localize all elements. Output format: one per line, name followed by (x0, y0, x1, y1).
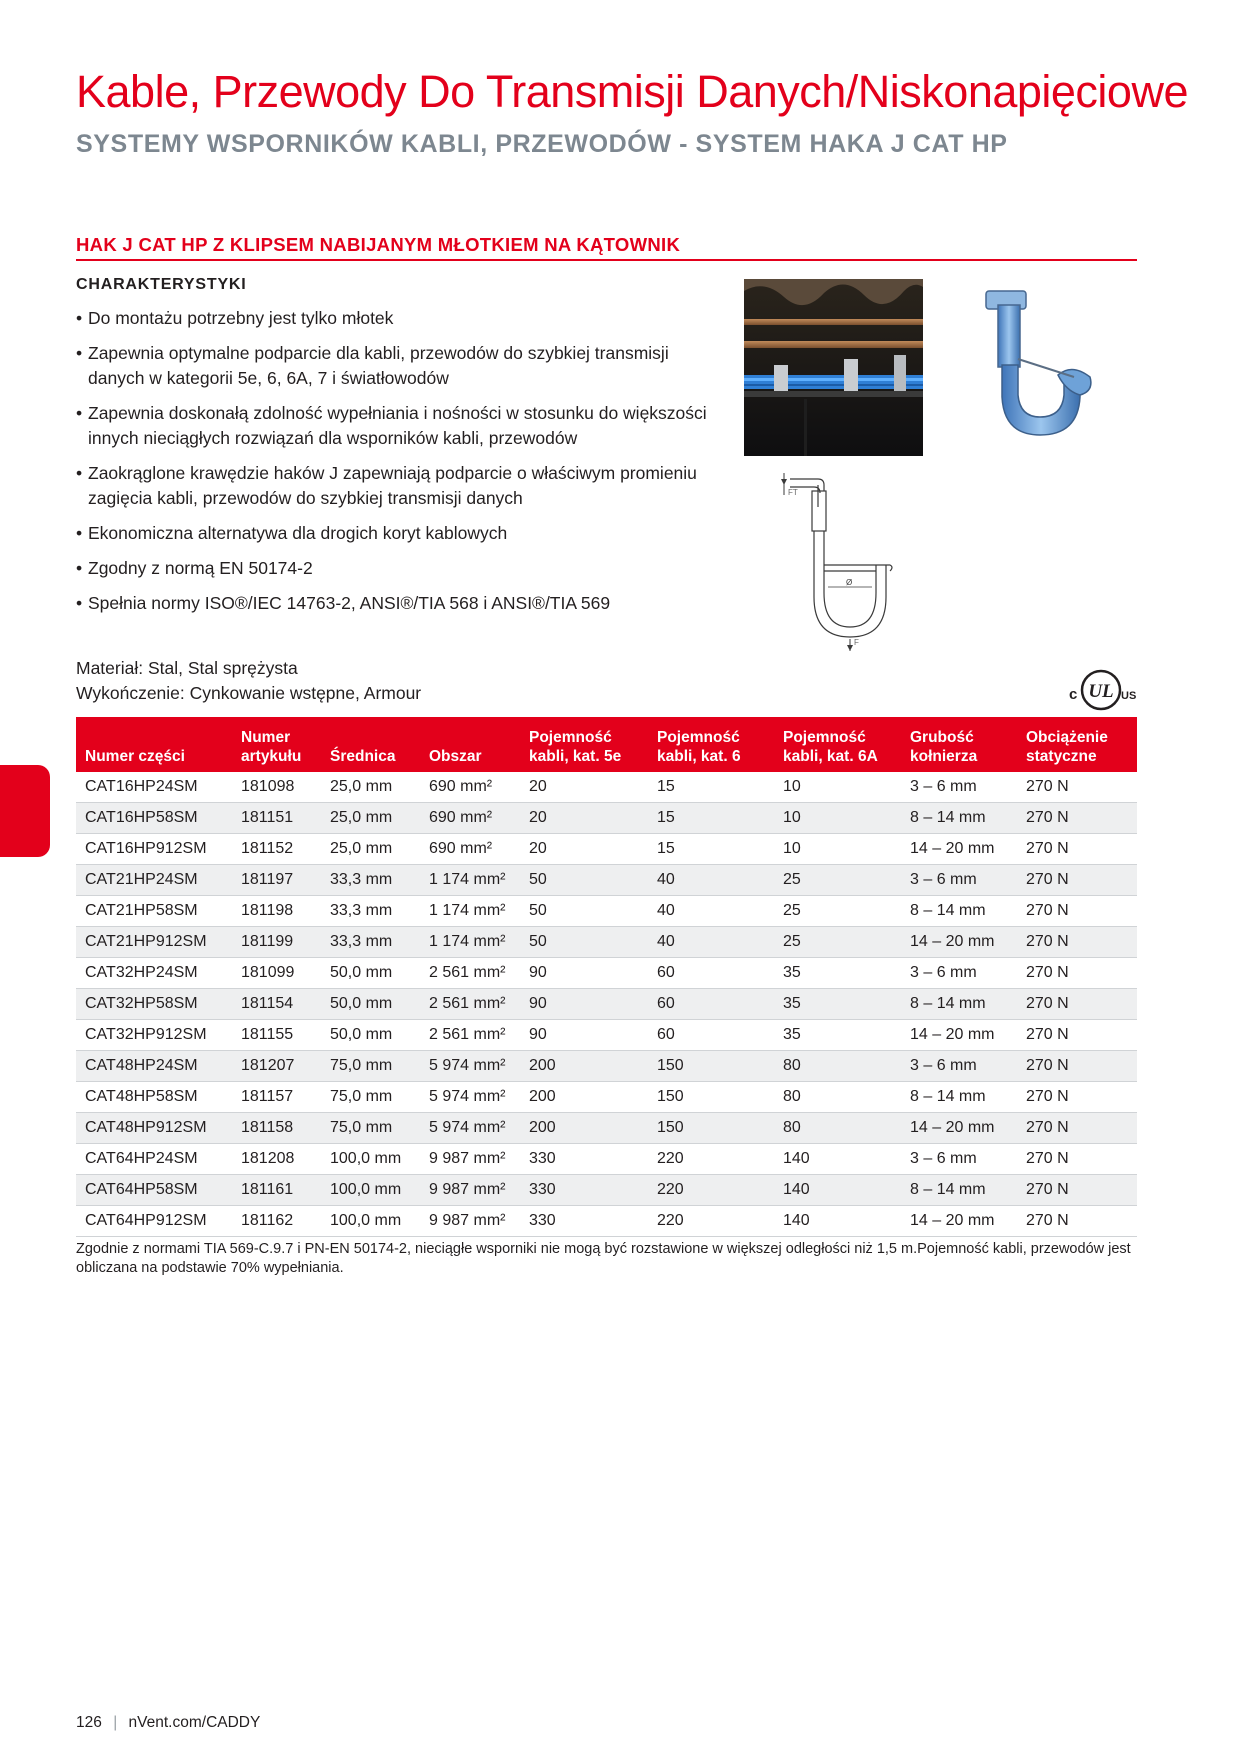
table-cell: 100,0 mm (321, 1206, 420, 1237)
table-cell: CAT64HP912SM (76, 1206, 232, 1237)
table-cell: 200 (520, 1051, 648, 1082)
technical-drawing (758, 467, 908, 652)
table-cell: 270 N (1017, 1020, 1137, 1051)
table-cell: CAT64HP24SM (76, 1144, 232, 1175)
table-cell: 90 (520, 958, 648, 989)
table-cell: 25,0 mm (321, 834, 420, 865)
table-cell: 150 (648, 1051, 774, 1082)
table-row (76, 989, 1137, 1020)
table-cell: 90 (520, 989, 648, 1020)
column-header-line: Pojemność (783, 729, 866, 746)
table-cell: 60 (648, 989, 774, 1020)
table-cell: CAT48HP24SM (76, 1051, 232, 1082)
table-cell: 150 (648, 1082, 774, 1113)
table-cell: 690 mm² (420, 803, 520, 834)
table-cell: 270 N (1017, 1206, 1137, 1237)
column-header (520, 717, 648, 772)
column-header-line: Grubość (910, 729, 974, 746)
table-cell: 20 (520, 834, 648, 865)
table-cell: 50 (520, 896, 648, 927)
table-row (76, 772, 1137, 803)
table-cell: 80 (774, 1082, 901, 1113)
table-cell: 5 974 mm² (420, 1082, 520, 1113)
table-cell: 270 N (1017, 1082, 1137, 1113)
table-cell: 181208 (232, 1144, 321, 1175)
table-cell: 75,0 mm (321, 1113, 420, 1144)
table-cell: 150 (648, 1113, 774, 1144)
cert-right-text: US (1121, 690, 1137, 702)
footer-separator: | (113, 1714, 118, 1731)
table-cell: 270 N (1017, 803, 1137, 834)
table-row (76, 865, 1137, 896)
table-cell: 15 (648, 834, 774, 865)
table-cell: 200 (520, 1082, 648, 1113)
table-cell: 15 (648, 772, 774, 803)
table-cell: 35 (774, 958, 901, 989)
table-cell: 181155 (232, 1020, 321, 1051)
table-cell: 80 (774, 1051, 901, 1082)
page-footer (76, 1714, 260, 1732)
column-header (420, 717, 520, 772)
table-row (76, 834, 1137, 865)
section-divider (76, 259, 1137, 261)
material-info (76, 656, 421, 706)
table-cell: 25 (774, 927, 901, 958)
table-cell: 9 987 mm² (420, 1206, 520, 1237)
table-cell: 220 (648, 1175, 774, 1206)
table-cell: CAT21HP912SM (76, 927, 232, 958)
table-row (76, 1082, 1137, 1113)
footnote: Zgodnie z normami TIA 569-C.9.7 i PN-EN 50174-2, nieciągłe wsporniki nie mogą być rozstawione w większej odległości niż 1,5 m.Pojemność kabli, przewodów jest obliczana na podstawie 70% wypełniania. (76, 1241, 1131, 1276)
drawing-label-ft: FT (788, 488, 798, 497)
feature-item: • Zgodny z normą EN 50174-2 (76, 556, 726, 581)
table-cell: 2 561 mm² (420, 989, 520, 1020)
column-header (232, 717, 321, 772)
column-header-line: kabli, kat. 6A (783, 748, 878, 765)
table-cell: 330 (520, 1175, 648, 1206)
table-cell: 40 (648, 896, 774, 927)
cert-mark-text: UL (1088, 681, 1114, 702)
table-cell: 1 174 mm² (420, 927, 520, 958)
table-row (76, 1051, 1137, 1082)
table-cell: 5 974 mm² (420, 1051, 520, 1082)
cert-left-text: c (1069, 686, 1078, 703)
table-cell: 60 (648, 1020, 774, 1051)
table-cell: 75,0 mm (321, 1082, 420, 1113)
table-cell: 5 974 mm² (420, 1113, 520, 1144)
table-cell: 9 987 mm² (420, 1144, 520, 1175)
table-cell: 181152 (232, 834, 321, 865)
table-cell: 140 (774, 1144, 901, 1175)
column-header-line: statyczne (1026, 748, 1097, 765)
column-header (76, 717, 232, 772)
table-cell: CAT64HP58SM (76, 1175, 232, 1206)
page-subtitle: SYSTEMY WSPORNIKÓW KABLI, PRZEWODÓW - SYSTEM HAKA J CAT HP (76, 130, 1008, 158)
table-cell: 14 – 20 mm (901, 834, 1017, 865)
table-cell: 181098 (232, 772, 321, 803)
table-cell: 3 – 6 mm (901, 772, 1017, 803)
table-cell: CAT32HP24SM (76, 958, 232, 989)
table-cell: 140 (774, 1206, 901, 1237)
table-cell: 181161 (232, 1175, 321, 1206)
table-row (76, 927, 1137, 958)
table-cell: 140 (774, 1175, 901, 1206)
page-title: Kable, Przewody Do Transmisji Danych/Niskonapięciowe (76, 66, 1188, 117)
column-header-line: Pojemność (529, 729, 612, 746)
table-cell: 690 mm² (420, 834, 520, 865)
features-heading: CHARAKTERYSTYKI (76, 276, 247, 293)
table-cell: 270 N (1017, 1175, 1137, 1206)
table-cell: 80 (774, 1113, 901, 1144)
table-cell: 270 N (1017, 896, 1137, 927)
table-cell: 270 N (1017, 1144, 1137, 1175)
table-cell: 270 N (1017, 927, 1137, 958)
table-cell: 270 N (1017, 834, 1137, 865)
table-cell: 50,0 mm (321, 1020, 420, 1051)
table-cell: 40 (648, 927, 774, 958)
column-header (1017, 717, 1137, 772)
table-cell: CAT48HP58SM (76, 1082, 232, 1113)
table-cell: 270 N (1017, 1051, 1137, 1082)
table-cell: 3 – 6 mm (901, 865, 1017, 896)
table-cell: CAT48HP912SM (76, 1113, 232, 1144)
table-cell: 25,0 mm (321, 772, 420, 803)
drawing-label-f: F (854, 638, 859, 647)
table-cell: CAT21HP58SM (76, 896, 232, 927)
table-cell: 181099 (232, 958, 321, 989)
table-cell: CAT32HP912SM (76, 1020, 232, 1051)
page-number: 126 (76, 1714, 102, 1731)
table-cell: 270 N (1017, 958, 1137, 989)
table-cell: 100,0 mm (321, 1144, 420, 1175)
table-cell: 50,0 mm (321, 989, 420, 1020)
table-cell: 50 (520, 865, 648, 896)
table-cell: 181151 (232, 803, 321, 834)
table-cell: 50 (520, 927, 648, 958)
table-cell: 200 (520, 1113, 648, 1144)
table-cell: 8 – 14 mm (901, 1082, 1017, 1113)
table-cell: 3 – 6 mm (901, 1144, 1017, 1175)
side-tab-marker (0, 765, 50, 857)
table-cell: 14 – 20 mm (901, 927, 1017, 958)
table-cell: 690 mm² (420, 772, 520, 803)
ul-certification-icon (1063, 668, 1139, 712)
product-image (968, 287, 1098, 442)
installation-photo (744, 279, 923, 456)
table-cell: 25,0 mm (321, 803, 420, 834)
table-row (76, 896, 1137, 927)
table-cell: 270 N (1017, 772, 1137, 803)
table-cell: 20 (520, 772, 648, 803)
table-cell: 35 (774, 1020, 901, 1051)
table-cell: 100,0 mm (321, 1175, 420, 1206)
column-header (321, 717, 420, 772)
table-cell: 181154 (232, 989, 321, 1020)
table-cell: 1 174 mm² (420, 865, 520, 896)
table-cell: 33,3 mm (321, 865, 420, 896)
table-cell: 75,0 mm (321, 1051, 420, 1082)
table-cell: 181157 (232, 1082, 321, 1113)
table-cell: 330 (520, 1206, 648, 1237)
feature-item: • Ekonomiczna alternatywa dla drogich koryt kablowych (76, 521, 726, 546)
table-body (76, 772, 1137, 1237)
table-row (76, 958, 1137, 989)
table-cell: 8 – 14 mm (901, 896, 1017, 927)
table-cell: 330 (520, 1144, 648, 1175)
table-row (76, 1206, 1137, 1237)
feature-item: • Zapewnia doskonałą zdolność wypełniania i nośności w stosunku do większości innych nieciągłych rozwiązań dla wsporników kabli, przewodów (76, 401, 726, 451)
table-cell: 181162 (232, 1206, 321, 1237)
table-cell: CAT32HP58SM (76, 989, 232, 1020)
column-header-line: Numer (241, 729, 291, 746)
table-cell: 1 174 mm² (420, 896, 520, 927)
table-cell: 20 (520, 803, 648, 834)
table-cell: 270 N (1017, 1113, 1137, 1144)
table-cell: 14 – 20 mm (901, 1113, 1017, 1144)
table-cell: 15 (648, 803, 774, 834)
table-row (76, 1113, 1137, 1144)
column-header-line: kołnierza (910, 748, 978, 765)
column-header-line: Numer części (85, 748, 185, 765)
table-cell: 10 (774, 834, 901, 865)
table-cell: 8 – 14 mm (901, 989, 1017, 1020)
table-cell: 60 (648, 958, 774, 989)
table-row (76, 1020, 1137, 1051)
table-cell: 35 (774, 989, 901, 1020)
drawing-label-diameter: Ø (846, 578, 853, 587)
spec-table (76, 717, 1137, 1237)
table-cell: 181199 (232, 927, 321, 958)
column-header-line: Obciążenie (1026, 729, 1108, 746)
column-header (901, 717, 1017, 772)
table-cell: 181207 (232, 1051, 321, 1082)
column-header-line: artykułu (241, 748, 302, 765)
table-header-row (76, 717, 1137, 772)
table-cell: 90 (520, 1020, 648, 1051)
table-cell: 270 N (1017, 989, 1137, 1020)
table-cell: 220 (648, 1206, 774, 1237)
table-cell: 181198 (232, 896, 321, 927)
table-cell: 25 (774, 896, 901, 927)
table-cell: 181158 (232, 1113, 321, 1144)
feature-item: • Do montażu potrzebny jest tylko młotek (76, 306, 726, 331)
table-cell: 3 – 6 mm (901, 1051, 1017, 1082)
column-header-line: Obszar (429, 748, 482, 765)
table-row (76, 1175, 1137, 1206)
table-cell: 9 987 mm² (420, 1175, 520, 1206)
feature-item: • Zapewnia optymalne podparcie dla kabli, przewodów do szybkiej transmisji danych w kategorii 5e, 6, 6A, 7 i światłowodów (76, 341, 726, 391)
table-cell: 2 561 mm² (420, 1020, 520, 1051)
table-cell: 8 – 14 mm (901, 803, 1017, 834)
column-header-line: kabli, kat. 5e (529, 748, 622, 765)
table-cell: 33,3 mm (321, 896, 420, 927)
table-cell: 220 (648, 1144, 774, 1175)
feature-item: • Zaokrąglone krawędzie haków J zapewniają podparcie o właściwym promieniu zagięcia kabli, przewodów do szybkiej transmisji danych (76, 461, 726, 511)
footer-link[interactable]: nVent.com/CADDY (128, 1714, 261, 1731)
finish-line: Wykończenie: Cynkowanie wstępne, Armour (76, 683, 422, 703)
table-cell: CAT16HP912SM (76, 834, 232, 865)
table-cell: CAT16HP58SM (76, 803, 232, 834)
table-cell: 2 561 mm² (420, 958, 520, 989)
column-header (774, 717, 901, 772)
table-cell: 10 (774, 772, 901, 803)
column-header (648, 717, 774, 772)
table-row (76, 1144, 1137, 1175)
table-cell: 270 N (1017, 865, 1137, 896)
table-cell: 25 (774, 865, 901, 896)
table-row (76, 803, 1137, 834)
table-cell: CAT16HP24SM (76, 772, 232, 803)
table-cell: 181197 (232, 865, 321, 896)
material-line: Materiał: Stal, Stal sprężysta (76, 658, 298, 678)
column-header-line: Średnica (330, 748, 396, 765)
feature-item: • Spełnia normy ISO®/IEC 14763-2, ANSI®/TIA 568 i ANSI®/TIA 569 (76, 591, 726, 616)
table-cell: 10 (774, 803, 901, 834)
table-cell: CAT21HP24SM (76, 865, 232, 896)
column-header-line: Pojemność (657, 729, 740, 746)
section-title: HAK J CAT HP Z KLIPSEM NABIJANYM MŁOTKIEM NA KĄTOWNIK (76, 234, 681, 255)
table-cell: 50,0 mm (321, 958, 420, 989)
table-cell: 14 – 20 mm (901, 1206, 1017, 1237)
table-cell: 14 – 20 mm (901, 1020, 1017, 1051)
table-cell: 3 – 6 mm (901, 958, 1017, 989)
table-cell: 40 (648, 865, 774, 896)
column-header-line: kabli, kat. 6 (657, 748, 741, 765)
features-list (76, 306, 726, 626)
table-cell: 8 – 14 mm (901, 1175, 1017, 1206)
table-cell: 33,3 mm (321, 927, 420, 958)
